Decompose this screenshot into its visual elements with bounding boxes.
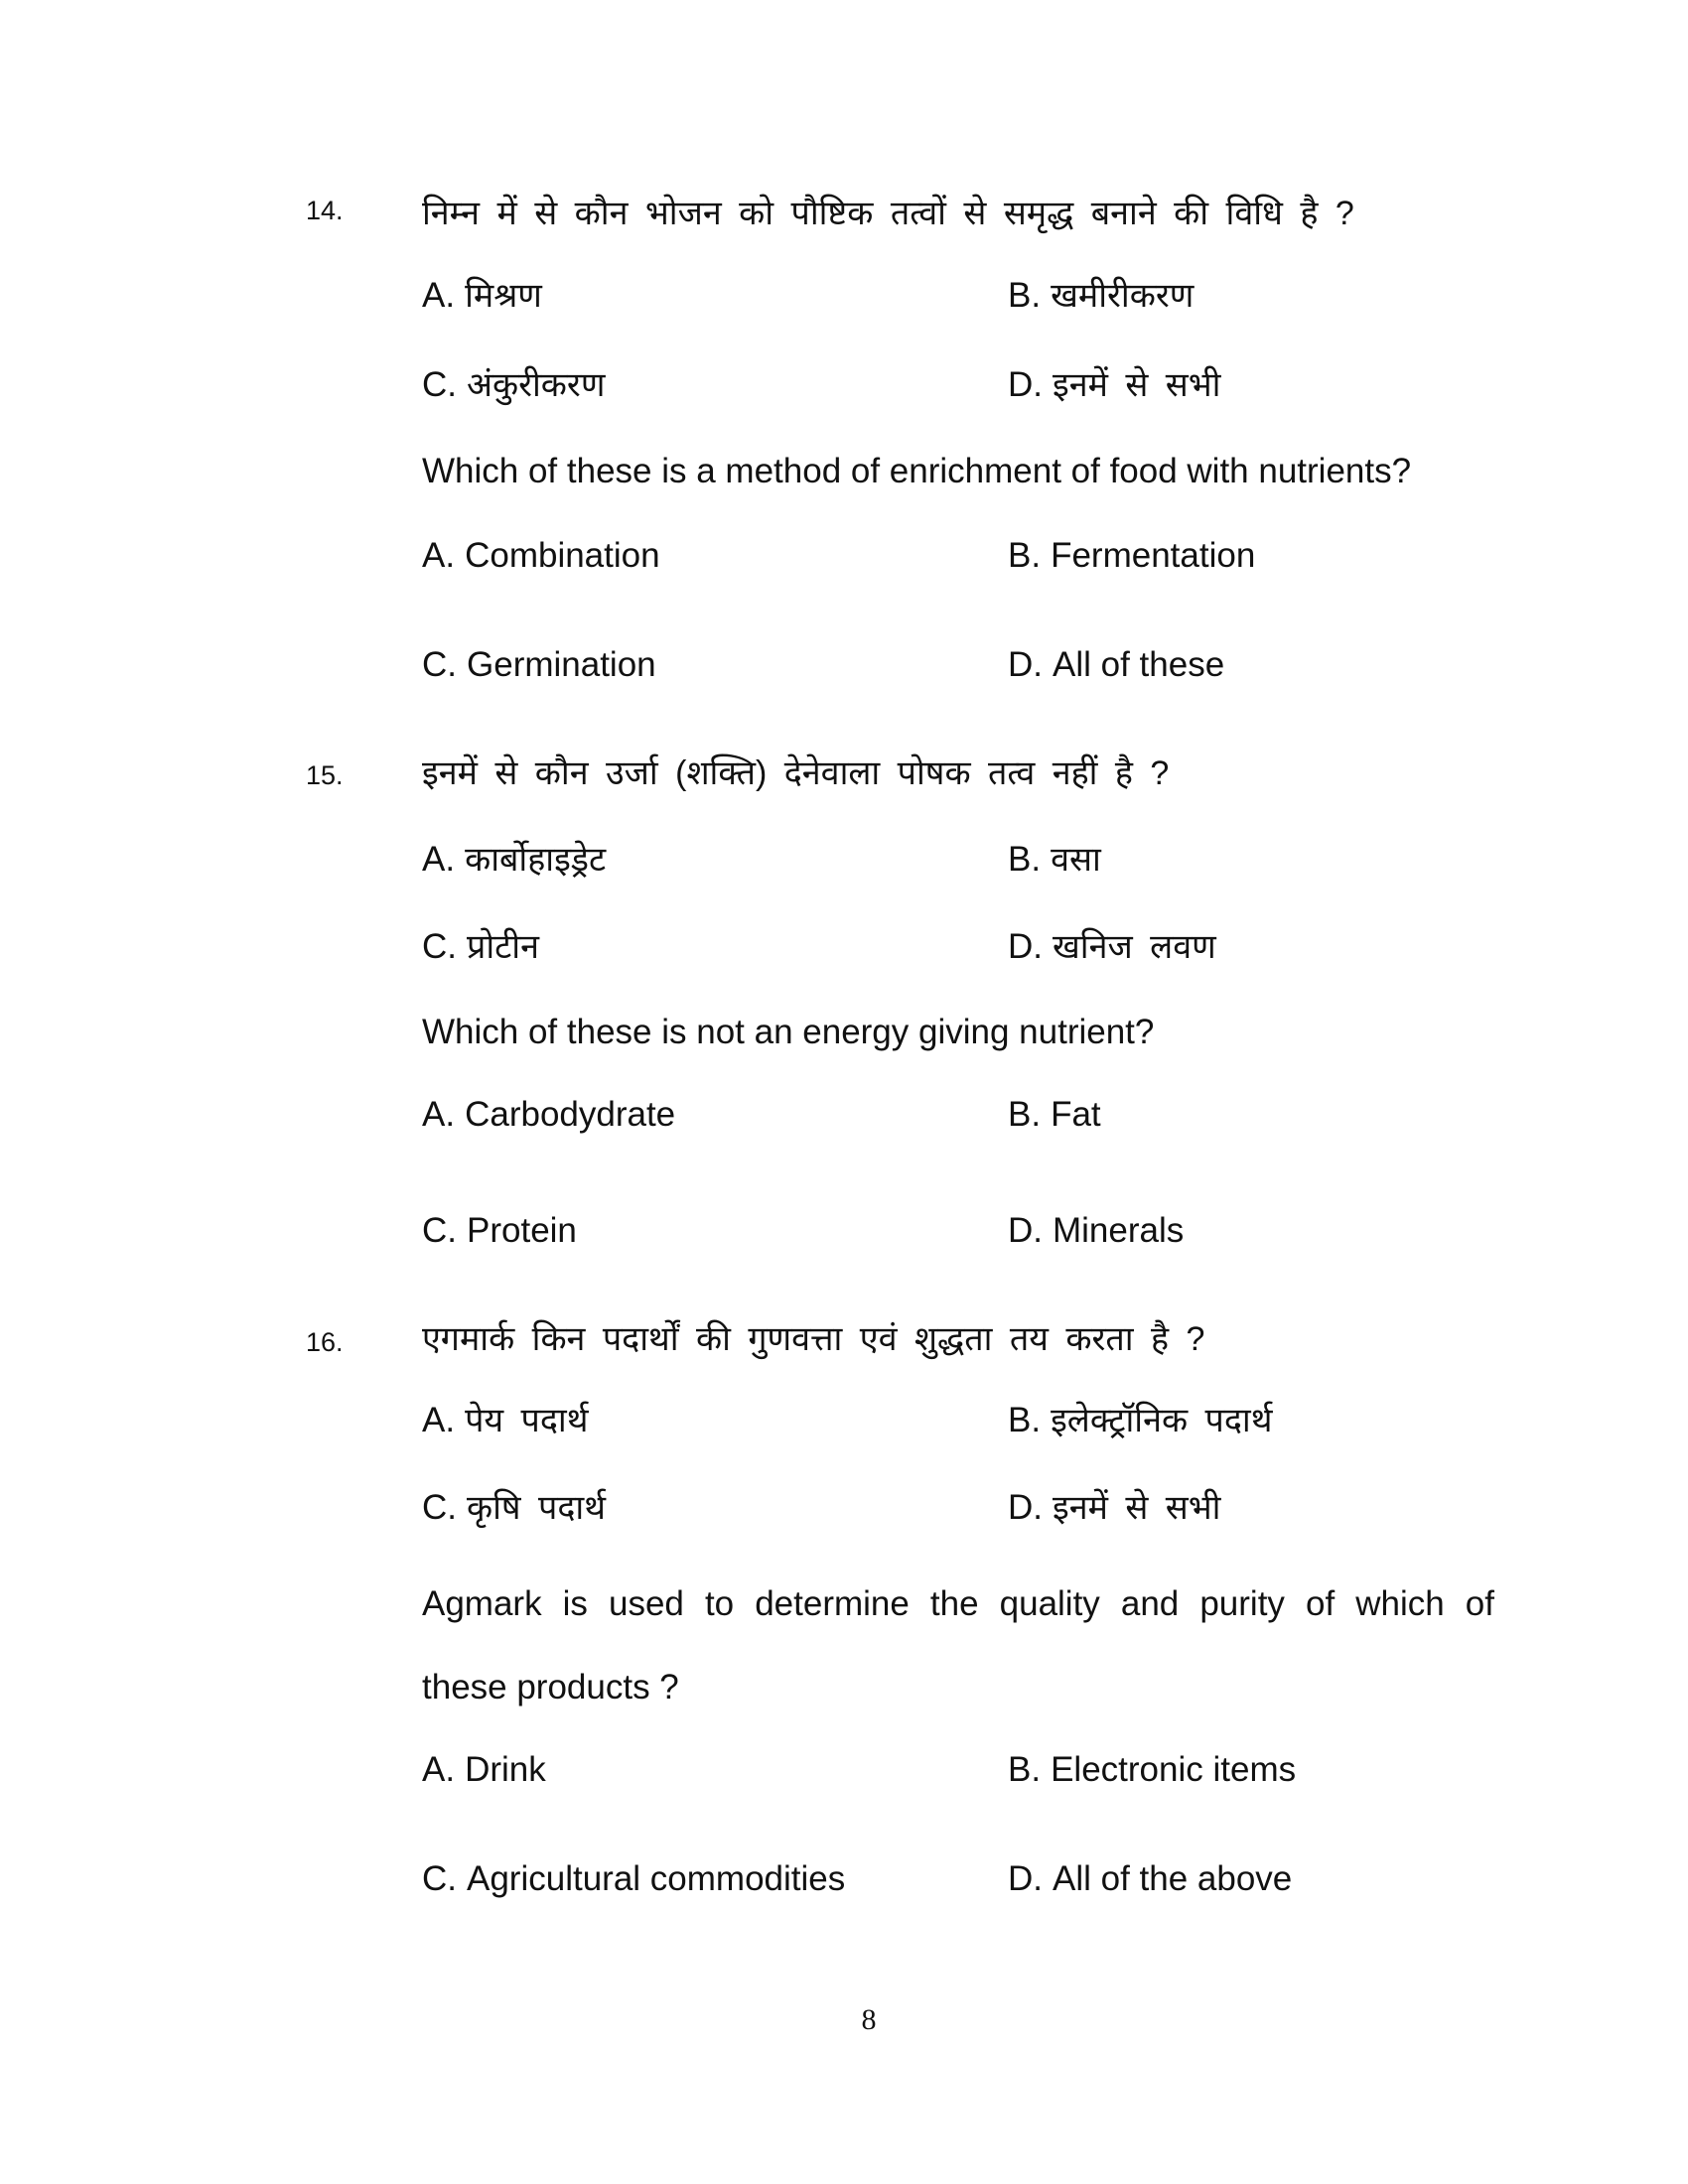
option-label: D.: [1008, 1488, 1043, 1527]
page-number: 8: [861, 2003, 877, 2036]
option-label: B.: [1008, 1095, 1042, 1134]
option-text: खमीरीकरण: [1051, 277, 1195, 315]
option-text: Drink: [465, 1750, 546, 1789]
option-c-english: [422, 647, 656, 682]
option-text: वसा: [1051, 841, 1101, 879]
option-label: C.: [422, 1211, 457, 1250]
option-label: D.: [1008, 927, 1043, 966]
option-c-english: [422, 1213, 577, 1248]
option-label: B.: [1008, 276, 1042, 315]
option-a-english: [422, 538, 660, 573]
option-text: Electronic items: [1051, 1750, 1297, 1789]
option-b-english: [1008, 538, 1255, 573]
option-d-english: [1008, 1861, 1292, 1896]
option-text: प्रोटीन: [467, 928, 539, 966]
option-text: कृषि पदार्थ: [467, 1489, 606, 1527]
option-text: अंकुरीकरण: [467, 366, 606, 404]
option-b-hindi: [1008, 842, 1101, 877]
option-d-english: [1008, 1213, 1184, 1248]
option-d-hindi: [1008, 1490, 1220, 1525]
option-text: Fermentation: [1051, 536, 1256, 575]
option-text: Minerals: [1053, 1211, 1185, 1250]
option-text: Carbodydrate: [465, 1095, 676, 1134]
option-text: Protein: [467, 1211, 577, 1250]
option-label: B.: [1008, 840, 1042, 879]
option-label: A.: [422, 1750, 456, 1789]
option-b-english: [1008, 1752, 1296, 1787]
option-label: C.: [422, 365, 457, 404]
option-text: Germination: [467, 645, 656, 684]
option-c-hindi: [422, 1490, 606, 1525]
option-label: C.: [422, 927, 457, 966]
question-number: 14.: [306, 196, 344, 225]
option-a-english: [422, 1752, 546, 1787]
option-text: All of these: [1053, 645, 1225, 684]
option-text: इलेक्ट्रॉनिक पदार्थ: [1051, 1402, 1273, 1439]
option-a-english: [422, 1097, 675, 1132]
option-text: Fat: [1051, 1095, 1101, 1134]
question-text-english-line-1: Agmark is used to determine the quality and purity of which of: [422, 1584, 1494, 1623]
option-label: C.: [422, 1488, 457, 1527]
option-label: B.: [1008, 1750, 1042, 1789]
option-label: A.: [422, 1095, 456, 1134]
option-label: D.: [1008, 1211, 1043, 1250]
question-number: 16.: [306, 1327, 344, 1357]
option-label: B.: [1008, 1401, 1042, 1439]
option-b-english: [1008, 1097, 1101, 1132]
option-label: B.: [1008, 536, 1042, 575]
option-text: मिश्रण: [465, 277, 542, 315]
option-b-hindi: [1008, 278, 1194, 313]
question-text-hindi: एगमार्क किन पदार्थों की गुणवत्ता एवं शुद्धता तय करता है ?: [422, 1320, 1205, 1358]
question-text-english: Which of these is a method of enrichment of food with nutrients?: [422, 452, 1412, 490]
question-text-hindi: निम्न में से कौन भोजन को पौष्टिक तत्वों से समृद्ध बनाने की विधि है ?: [422, 195, 1354, 232]
option-label: A.: [422, 1401, 456, 1439]
question-text-hindi: इनमें से कौन उर्जा (शक्ति) देनेवाला पोषक तत्व नहीं है ?: [422, 754, 1170, 792]
option-c-hindi: [422, 367, 605, 402]
option-text: Combination: [465, 536, 660, 575]
option-label: D.: [1008, 645, 1043, 684]
option-label: A.: [422, 840, 456, 879]
option-text: पेय पदार्थ: [465, 1402, 589, 1439]
option-text: इनमें से सभी: [1053, 1489, 1221, 1527]
option-d-hindi: [1008, 367, 1220, 402]
question-number: 15.: [306, 760, 344, 790]
option-a-hindi: [422, 842, 606, 877]
option-label: D.: [1008, 1859, 1043, 1898]
option-label: D.: [1008, 365, 1043, 404]
option-text: खनिज लवण: [1053, 928, 1216, 966]
option-a-hindi: [422, 1403, 588, 1437]
option-d-english: [1008, 647, 1224, 682]
option-c-hindi: [422, 929, 539, 964]
option-label: C.: [422, 645, 457, 684]
option-c-english: [422, 1861, 845, 1896]
option-label: A.: [422, 276, 456, 315]
option-text: All of the above: [1053, 1859, 1293, 1898]
question-text-english-line-2: these products ?: [422, 1668, 679, 1706]
option-text: इनमें से सभी: [1053, 366, 1221, 404]
question-text-english: Which of these is not an energy giving nutrient?: [422, 1013, 1155, 1051]
option-d-hindi: [1008, 929, 1216, 964]
option-text: Agricultural commodities: [467, 1859, 846, 1898]
option-a-hindi: [422, 278, 542, 313]
option-label: A.: [422, 536, 456, 575]
option-b-hindi: [1008, 1403, 1272, 1437]
option-label: C.: [422, 1859, 457, 1898]
option-text: कार्बोहाइड्रेट: [465, 841, 607, 879]
